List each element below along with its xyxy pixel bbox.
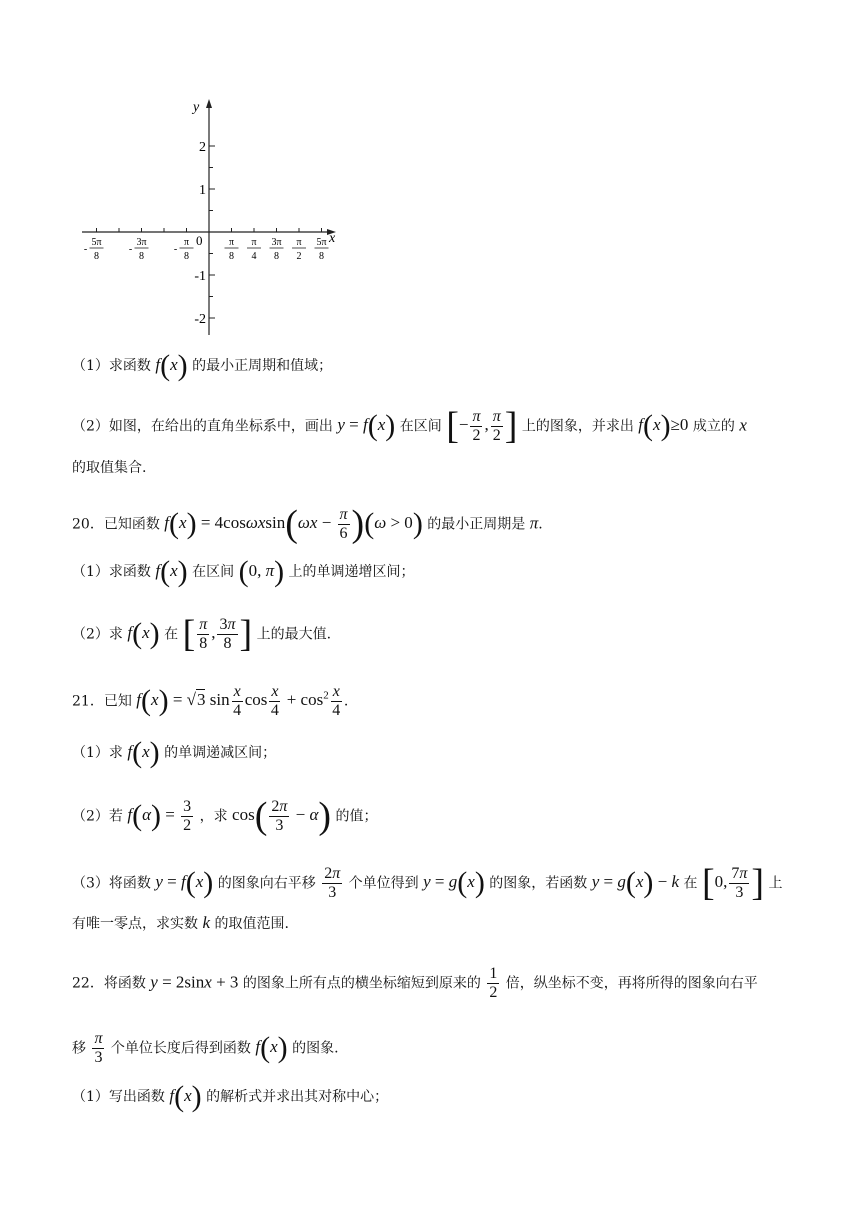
q21-part1 xyxy=(72,736,800,770)
math-fx: f(x) xyxy=(155,349,188,383)
x-tick-minus: - xyxy=(128,244,133,255)
q19-p2-text-a: （2）如图，在给出的直角坐标系中，画出 xyxy=(72,418,333,435)
q22-stem-text-b: 的图象上所有点的横坐标缩短到原来的 xyxy=(242,975,481,992)
math-interval-0-pi: (0, π) xyxy=(238,555,285,589)
q21-p2-text-b: ，求 xyxy=(199,808,228,825)
x-tick-denominator: 8 xyxy=(229,251,234,262)
q21-p3-text-b: 的图象向右平移 xyxy=(217,875,316,892)
q22-stem-text-f: 的图象. xyxy=(292,1040,339,1057)
math-fx: f(x) xyxy=(155,555,188,589)
math-q20-function: f(x) = 4cosωxsin(ωx − $\frac{\pi}{6}$ )(ω > 0) xyxy=(164,503,423,546)
q19-p2-text-b: 在区间 xyxy=(399,418,442,435)
q19-p2-text-d: 成立的 xyxy=(692,418,735,435)
math-cos-expr: cos( $\frac{2\pi}{3}$ − α) xyxy=(232,795,332,838)
q20-p2-text-c: 上的最大值. xyxy=(256,626,332,643)
q20-p1-text-b: 在区间 xyxy=(192,564,235,580)
q21-p3-var: k xyxy=(202,913,210,932)
q22-p1-text-a: （1）写出函数 xyxy=(72,1089,165,1105)
q21-p1-text-a: （1）求 xyxy=(72,745,123,761)
math-interval-neg-pi2-pi2: [− $\frac{\pi}{2}$ , $\frac{\pi}{2}$ ] xyxy=(446,405,518,448)
q21-p3-text-g: 有唯一零点，求实数 xyxy=(72,916,198,932)
q21-stem xyxy=(72,683,800,720)
q21-p3-text-a: （3）将函数 xyxy=(72,875,151,892)
q21-p2-text-a: （2）若 xyxy=(72,808,123,825)
x-tick-denominator: 8 xyxy=(184,251,189,262)
q20-stem xyxy=(72,503,800,546)
x-tick-minus: - xyxy=(83,244,88,255)
math-y-eq-gx: y = g(x) xyxy=(423,866,485,900)
q22-stem-text-e: 个单位长度后得到函数 xyxy=(110,1040,251,1057)
q20-stem-pi: π xyxy=(529,513,539,533)
math-q21-function: f(x) = √3 sin $\frac{x}{4}$ cos $\frac{x}{4}$ + $\cos^2$ $\frac{x}{4}$ xyxy=(136,683,341,719)
x-tick-numerator: 5π xyxy=(91,237,102,248)
coordinate-graph xyxy=(70,95,370,345)
q22-stem-text-d: 移 xyxy=(72,1040,86,1057)
math-f-alpha: f(α) = $\frac{3}{2}$ xyxy=(127,798,192,834)
x-axis-label: x xyxy=(329,231,336,246)
q21-p3-text-h: 的取值范围. xyxy=(214,916,289,932)
math-fx: f(x) xyxy=(127,617,160,651)
x-tick-numerator: 5π xyxy=(316,237,327,248)
y-tick-label: -2 xyxy=(194,312,206,327)
math-fx-ge-0: f(x)≥0 xyxy=(638,409,689,443)
q21-p2-text-c: 的值； xyxy=(335,808,378,825)
math-y-eq-fx: y = f(x) xyxy=(337,409,396,443)
x-tick-numerator: π xyxy=(251,237,257,248)
q19-p1-text-a: （1）求函数 xyxy=(72,358,151,374)
math-q22-function: y = 2sinx + 3 xyxy=(150,972,239,992)
math-fx: f(x) xyxy=(169,1080,202,1114)
q21-part2 xyxy=(72,795,800,838)
math-y-eq-gx-minus-k: y = g(x) − k xyxy=(591,866,680,900)
q19-p2-text-c: 上的图象，并求出 xyxy=(521,418,634,435)
x-tick-numerator: π xyxy=(228,237,235,248)
q22-p1-text-b: 的解析式并求出其对称中心； xyxy=(206,1089,389,1105)
origin-label: 0 xyxy=(196,233,203,248)
q22-stem-cont xyxy=(72,1030,800,1067)
q19-part2-cont xyxy=(72,458,800,478)
math-one-half: $\frac{1}{2}$ xyxy=(489,965,498,1001)
q20-stem-end: . xyxy=(538,516,543,533)
q20-stem-text-a: 20．已知函数 xyxy=(72,516,160,533)
y-tick-label: -1 xyxy=(194,269,206,284)
q21-part3-cont xyxy=(72,913,800,934)
q21-part3 xyxy=(72,862,800,905)
q21-p1-text-b: 的单调递减区间； xyxy=(164,745,277,761)
q19-p1-text-b: 的最小正周期和值域； xyxy=(192,358,333,374)
y-tick-label: 1 xyxy=(199,183,206,198)
x-tick-denominator: 8 xyxy=(274,251,279,262)
q21-p3-text-c: 个单位得到 xyxy=(348,875,419,892)
q20-p2-text-b: 在 xyxy=(164,626,179,643)
q20-part1 xyxy=(72,555,800,589)
math-interval-pi8-3pi8: [ $\frac{\pi}{8}$ , $\frac{3\pi}{8}$ ] xyxy=(182,613,253,656)
q19-p2-var: x xyxy=(739,415,747,435)
q21-stem-text-a: 21．已知 xyxy=(72,693,132,710)
q22-stem-text-a: 22．将函数 xyxy=(72,975,146,992)
x-tick-denominator: 8 xyxy=(139,251,144,262)
math-fx: f(x) xyxy=(255,1031,288,1065)
x-tick-numerator: 3π xyxy=(271,237,282,248)
math-y-eq-fx: y = f(x) xyxy=(155,866,214,900)
q19-part1 xyxy=(72,349,800,383)
x-tick-minus: - xyxy=(173,244,178,255)
q21-stem-end: . xyxy=(343,693,349,710)
q22-stem-text-c: 倍，纵坐标不变，再将所得的图象向右平 xyxy=(505,975,758,992)
x-tick-numerator: π xyxy=(183,237,190,248)
x-tick-denominator: 2 xyxy=(296,251,302,262)
q20-p1-text-c: 上的单调递增区间； xyxy=(288,564,415,580)
q21-p3-text-e: 在 xyxy=(683,875,698,892)
math-fx: f(x) xyxy=(127,736,160,770)
q19-p2-text-e: 的取值集合. xyxy=(72,460,147,476)
q21-p3-text-f: 上 xyxy=(768,875,783,892)
x-tick-numerator: 3π xyxy=(136,237,147,248)
q20-p2-text-a: （2）求 xyxy=(72,626,123,643)
y-axis-arrow xyxy=(206,99,212,108)
x-tick-denominator: 8 xyxy=(94,251,99,262)
x-tick-numerator: π xyxy=(296,237,302,248)
math-interval-0-7pi3: [0, $\frac{7\pi}{3}$ ] xyxy=(701,862,765,905)
x-tick-denominator: 4 xyxy=(251,251,257,262)
q20-part2 xyxy=(72,613,800,656)
math-pi-3: $\frac{\pi}{3}$ xyxy=(94,1030,103,1066)
y-axis-label: y xyxy=(193,100,200,115)
q20-stem-text-b: 的最小正周期是 xyxy=(427,516,526,533)
q22-part1 xyxy=(72,1080,800,1114)
q21-p3-text-d: 的图象，若函数 xyxy=(489,875,588,892)
q20-p1-text-a: （1）求函数 xyxy=(72,564,151,580)
q22-stem xyxy=(72,965,800,1002)
x-tick-denominator: 8 xyxy=(319,251,324,262)
y-tick-label: 2 xyxy=(199,140,206,155)
q19-part2 xyxy=(72,405,800,448)
math-2pi-3: $\frac{2\pi}{3}$ xyxy=(324,865,341,901)
